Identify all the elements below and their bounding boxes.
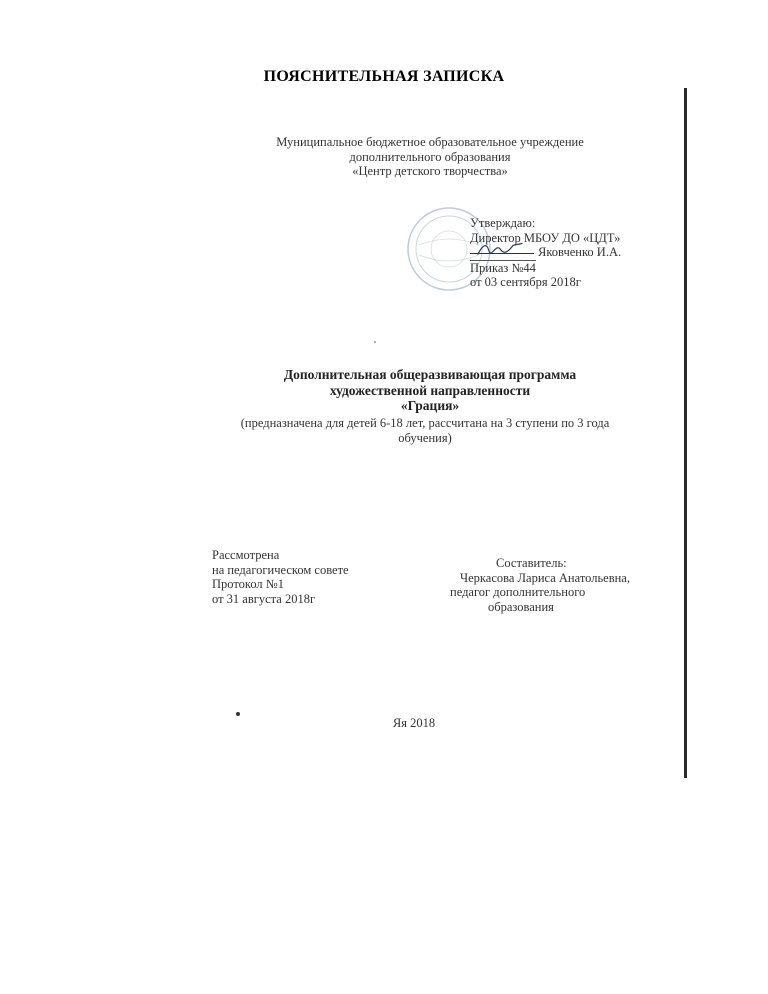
program-subtitle (215, 416, 635, 445)
program-title (235, 367, 625, 414)
considered-date: от 31 августа 2018г (212, 591, 316, 606)
considered-block (212, 548, 349, 606)
approval-order: Приказ №44 (470, 260, 536, 275)
considered-label: Рассмотрена (212, 548, 280, 562)
approval-signature-line (470, 245, 621, 260)
approval-label: Утверждаю: (470, 216, 536, 230)
program-subtitle-line: (предназначена для детей 6-18 лет, рассчитана на 3 ступени по 3 года (240, 416, 610, 430)
organization-line: дополнительного образования (349, 149, 511, 164)
program-subtitle-line: обучения) (398, 430, 452, 445)
city-year: Яя 2018 (392, 716, 436, 730)
organization-line: Муниципальное бюджетное образовательное учреждение (276, 135, 584, 149)
program-title-line: «Грация» (400, 398, 460, 413)
considered-protocol: Протокол №1 (212, 577, 284, 591)
approval-block (470, 216, 621, 290)
scan-edge (684, 88, 687, 778)
compiler-position-cont: образования (488, 599, 554, 614)
compiler-label: Составитель: (496, 556, 567, 570)
program-title-line: Дополнительная общеразвивающая программа (283, 367, 577, 382)
program-title-line: художественной направленности (329, 382, 531, 398)
page-heading: ПОЯСНИТЕЛЬНАЯ ЗАПИСКА (263, 68, 505, 85)
compiler-block (450, 556, 630, 614)
approval-director: Директор МБОУ ДО «ЦДТ» (470, 230, 621, 245)
approval-date: от 03 сентября 2018г (470, 275, 581, 289)
approval-name: Яковченко И.А. (538, 245, 622, 259)
scan-speck (374, 341, 376, 343)
compiler-name: Черкасова Лариса Анатольевна, (460, 570, 630, 585)
compiler-position: педагог дополнительного (450, 585, 586, 599)
considered-council: на педагогическом совете (212, 562, 349, 577)
organization-line: «Центр детского творчества» (352, 164, 508, 178)
organization-name (255, 135, 605, 179)
handwritten-signature (474, 239, 530, 259)
